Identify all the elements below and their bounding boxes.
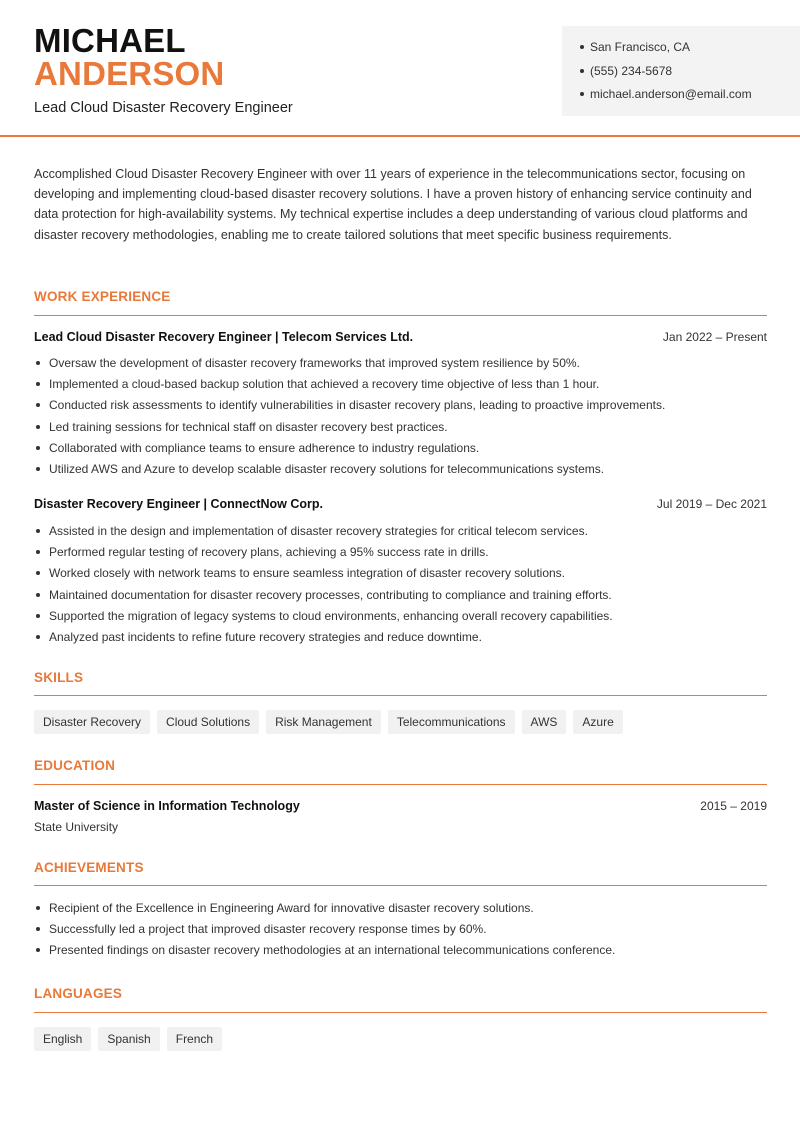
education-dates: 2015 – 2019 xyxy=(700,799,767,813)
skill-tag: Telecommunications xyxy=(388,710,515,734)
contact-email[interactable] xyxy=(580,86,800,110)
list-item-text: Conducted risk assessments to identify vulnerabilities in disaster recovery plans, leading to proactive improvements. xyxy=(49,398,666,413)
job-role: Disaster Recovery Engineer | ConnectNow Corp. xyxy=(34,497,323,511)
language-tag: French xyxy=(167,1027,222,1051)
list-item-text: Supported the migration of legacy systems to cloud environments, enhancing overall recovery capabilities. xyxy=(49,608,613,623)
list-item xyxy=(34,544,767,560)
list-item xyxy=(34,419,767,435)
job-bullets xyxy=(34,355,767,482)
list-item xyxy=(34,376,767,392)
email-link[interactable]: michael.anderson@email.com xyxy=(590,87,752,101)
bullet-icon xyxy=(36,529,40,533)
section-title-education: EDUCATION xyxy=(34,758,116,773)
bullet-icon xyxy=(36,446,40,450)
language-tag: Spanish xyxy=(98,1027,159,1051)
job-dates: Jan 2022 – Present xyxy=(662,330,767,344)
list-item-text: Recipient of the Excellence in Engineering Award for innovative disaster recovery solutions. xyxy=(49,901,534,915)
bullet-icon xyxy=(36,403,40,407)
skill-tag: Risk Management xyxy=(266,710,381,734)
job-title: Lead Cloud Disaster Recovery Engineer xyxy=(34,100,293,116)
list-item xyxy=(34,629,767,645)
list-item xyxy=(34,565,767,581)
list-item-text: Successfully led a project that improved disaster recovery response times by 60%. xyxy=(49,922,487,937)
list-item-text: Utilized AWS and Azure to develop scalable disaster recovery solutions for telecommunications systems. xyxy=(49,461,605,476)
bullet-icon xyxy=(36,635,40,639)
job-role: Lead Cloud Disaster Recovery Engineer | Telecom Services Ltd. xyxy=(34,330,414,344)
list-item-text: Led training sessions for technical staff on disaster recovery best practices. xyxy=(49,419,448,434)
bullet-icon xyxy=(36,361,40,365)
education-degree: Master of Science in Information Technology xyxy=(34,799,300,813)
list-item-text: Collaborated with compliance teams to ensure adherence to industry regulations. xyxy=(49,440,480,455)
section-divider xyxy=(34,1012,767,1013)
bullet-icon xyxy=(580,69,584,73)
section-divider xyxy=(34,885,767,886)
bullet-icon xyxy=(36,467,40,471)
list-item-text: Oversaw the development of disaster recovery frameworks that improved system resilience by 50%. xyxy=(49,356,580,370)
list-item-text: Performed regular testing of recovery plans, achieving a 95% success rate in drills. xyxy=(49,545,489,560)
list-item xyxy=(34,461,767,477)
bullet-icon xyxy=(36,425,40,429)
skill-tag: Azure xyxy=(573,710,622,734)
language-tags xyxy=(34,1027,222,1051)
bullet-icon xyxy=(36,550,40,554)
skills-tags xyxy=(34,710,623,734)
first-name: MICHAEL xyxy=(34,22,186,59)
job-dates: Jul 2019 – Dec 2021 xyxy=(656,497,767,511)
section-title-work: WORK EXPERIENCE xyxy=(34,289,171,304)
bullet-icon xyxy=(36,927,40,931)
list-item xyxy=(34,608,767,624)
list-item xyxy=(34,440,767,456)
section-title-achievements: ACHIEVEMENTS xyxy=(34,860,144,875)
job-header xyxy=(34,330,767,344)
section-divider xyxy=(34,784,767,785)
contact-location xyxy=(580,39,800,63)
education-school: State University xyxy=(34,820,119,834)
list-item xyxy=(34,397,767,413)
contact-phone xyxy=(580,63,800,87)
bullet-icon xyxy=(36,906,40,910)
bullet-icon xyxy=(36,614,40,618)
list-item xyxy=(34,942,767,958)
list-item-text: Implemented a cloud-based backup solution that achieved a recovery time objective of less than 1 hour. xyxy=(49,377,600,392)
education-header xyxy=(34,799,767,813)
list-item xyxy=(34,921,767,937)
section-title-languages: LANGUAGES xyxy=(34,986,123,1001)
job-header xyxy=(34,497,767,511)
location-text: San Francisco, CA xyxy=(590,40,691,54)
achievements-list xyxy=(34,900,767,964)
bullet-icon xyxy=(580,92,584,96)
section-title-skills: SKILLS xyxy=(34,670,84,685)
bullet-icon xyxy=(36,571,40,575)
skill-tag: AWS xyxy=(522,710,567,734)
skill-tag: Cloud Solutions xyxy=(157,710,259,734)
phone-text: (555) 234-5678 xyxy=(590,63,673,78)
section-divider xyxy=(34,695,767,696)
list-item-text: Presented findings on disaster recovery methodologies at an international telecommunications conference. xyxy=(49,943,616,958)
bullet-icon xyxy=(36,948,40,952)
list-item-text: Worked closely with network teams to ensure seamless integration of disaster recovery solutions. xyxy=(49,566,566,581)
bullet-icon xyxy=(36,593,40,597)
list-item xyxy=(34,587,767,603)
skill-tag: Disaster Recovery xyxy=(34,710,150,734)
resume-header xyxy=(0,0,800,137)
bullet-icon xyxy=(580,45,584,49)
language-tag: English xyxy=(34,1027,91,1051)
last-name: ANDERSON xyxy=(34,55,225,92)
list-item xyxy=(34,523,767,539)
list-item-text: Assisted in the design and implementation of disaster recovery strategies for critical telecom services. xyxy=(49,524,588,538)
contact-box xyxy=(562,26,800,116)
section-divider xyxy=(34,315,767,316)
summary-paragraph: Accomplished Cloud Disaster Recovery Engineer with over 11 years of experience in the telecommunications sector, focusing on developing and implementing cloud-based disaster recovery solutions. I have a proven history of enhancing service continuity and data protection for high-availability systems. My technical expertise includes a deep understanding of various cloud platforms and disaster recovery methodologies, enabling me to create tailored solutions that meet specific business requirements. xyxy=(34,167,752,242)
list-item xyxy=(34,900,767,916)
list-item-text: Analyzed past incidents to refine future recovery strategies and reduce downtime. xyxy=(49,629,482,644)
list-item-text: Maintained documentation for disaster recovery processes, contributing to compliance and training efforts. xyxy=(49,587,612,602)
bullet-icon xyxy=(36,382,40,386)
job-bullets xyxy=(34,523,767,650)
list-item xyxy=(34,355,767,371)
